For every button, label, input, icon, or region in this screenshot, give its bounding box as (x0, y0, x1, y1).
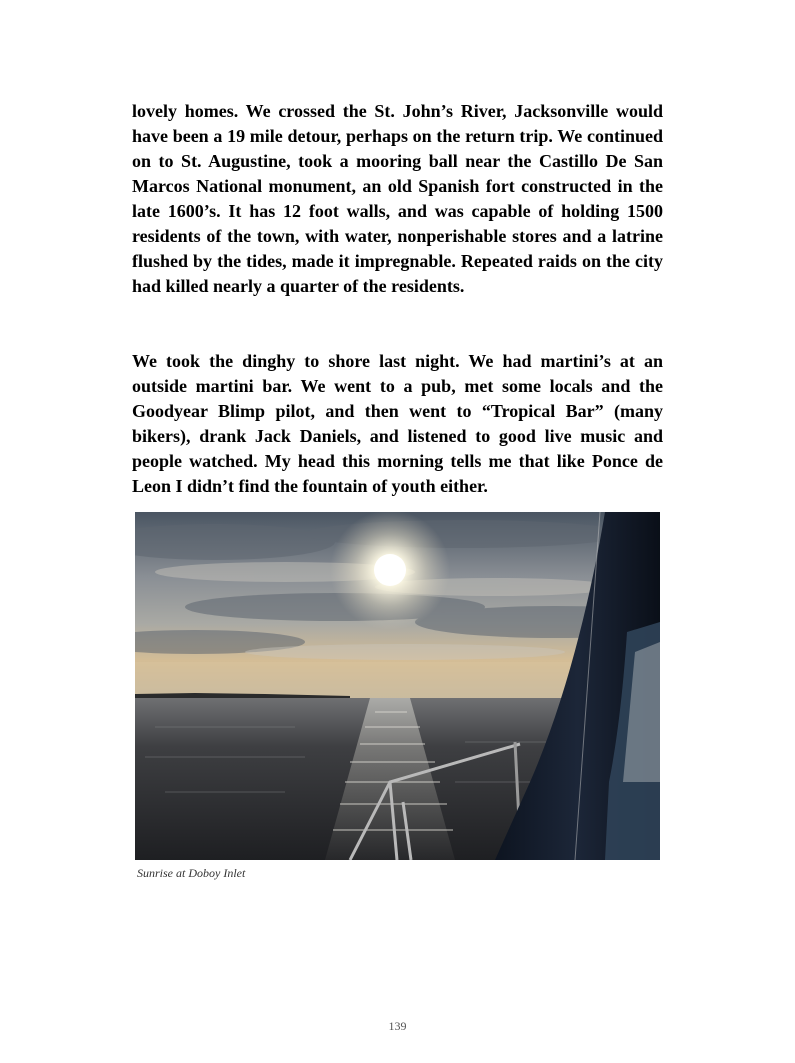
photo-caption: Sunrise at Doboy Inlet (137, 866, 246, 880)
page-number: 139 (388, 1019, 407, 1033)
sunrise-photo (135, 512, 660, 860)
body-paragraph-2: We took the dinghy to shore last night. We had martini’s at an outside martini bar. We went to a pub, met some locals and the Goodyear Blimp pilot, and then went to “Tropical Bar” (many bikers), drank Jack Daniels, and listened to good live music and people watched. My head this morning tells me that like Ponce de Leon I didn’t find the fountain of youth either. (132, 351, 663, 496)
body-paragraph-1: lovely homes. We crossed the St. John’s River, Jacksonville would have been a 19 mile detour, perhaps on the return trip. We continued on to St. Augustine, took a mooring ball near the Castillo De San Marcos National monument, an old Spanish fort constructed in the late 1600’s. It has 12 foot walls, and was capable of holding 1500 residents of the town, with water, nonperishable stores and a latrine flushed by the tides, made it impregnable. Repeated raids on the city had killed nearly a quarter of the residents. (132, 101, 663, 296)
